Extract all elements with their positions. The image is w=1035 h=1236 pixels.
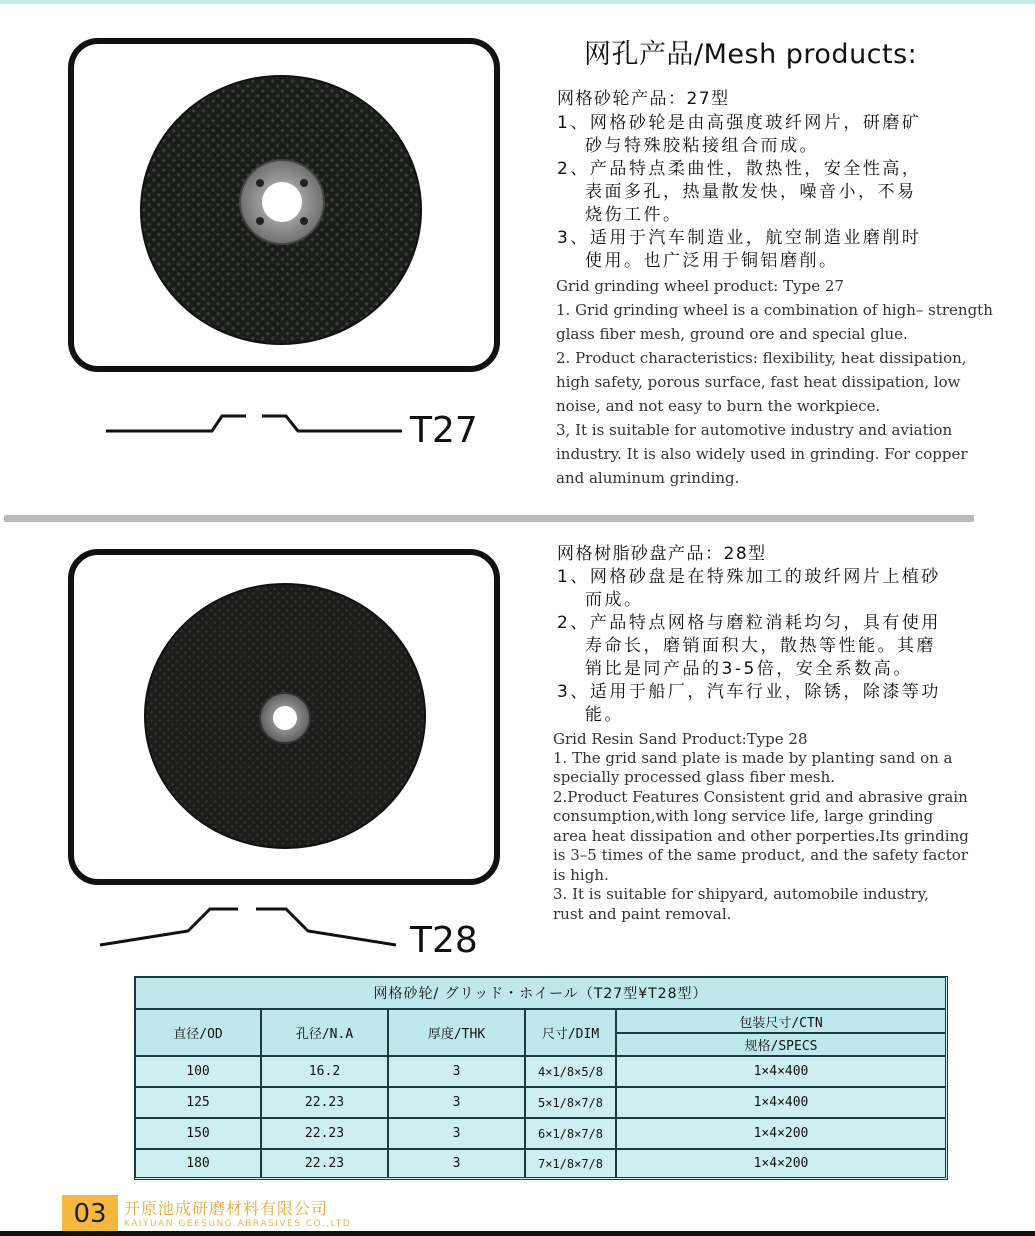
t27-grinding-wheel-image (139, 74, 429, 354)
t27-label: T27 (410, 410, 478, 451)
t27-en-line: high safety, porous surface, fast heat dissipation, low (556, 373, 961, 391)
t27-zh-line: 表面多孔，热量散发快，噪音小，不易 (585, 182, 917, 202)
t28-en-line: 1. The grid sand plate is made by planting sand on a (553, 749, 953, 767)
bottom-bar (0, 1231, 1035, 1236)
t27-zh-line: 2、产品特点柔曲性，散热性，安全性高， (557, 159, 922, 179)
t27-en-heading: Grid grinding wheel product: Type 27 (556, 277, 844, 295)
t27-en-line: industry. It is also widely used in grinding. For copper (556, 445, 968, 463)
table-cell: 5×1/8×7/8 (525, 1087, 616, 1118)
t27-en-line: noise, and not easy to burn the workpiece. (556, 397, 881, 415)
t28-zh-line: 寿命长，磨销面积大，散热等性能。其磨 (585, 636, 936, 656)
t28-zh-line: 1、网格砂盘是在特殊加工的玻纤网片上植砂 (557, 567, 941, 587)
table-cell: 3 (388, 1149, 525, 1178)
t28-profile-diagram (98, 903, 398, 949)
header-thk: 厚度/THK (388, 1009, 525, 1056)
t27-en-line: 3, It is suitable for automotive industry and aviation (556, 421, 953, 439)
t28-zh-line: 能。 (585, 705, 624, 725)
header-specs: 规格/SPECS (616, 1033, 946, 1056)
t28-zh-line: 销比是同产品的3-5倍，安全系数高。 (585, 659, 913, 679)
t28-label: T28 (410, 920, 478, 961)
t28-en-line: 2.Product Features Consistent grid and abrasive grain (553, 788, 968, 806)
t28-en-line: specially processed glass fiber mesh. (553, 768, 836, 786)
t27-zh-heading: 网格砂轮产品：27型 (557, 89, 730, 109)
t28-en-line: is 3–5 times of the same product, and the safety factor (553, 846, 969, 864)
t28-en-line: 3. It is suitable for shipyard, automobile industry, (553, 885, 929, 903)
t27-zh-line: 1、网格砂轮是由高强度玻纤网片，研磨矿 (557, 113, 922, 133)
table-cell: 16.2 (261, 1056, 388, 1087)
table-cell: 22.23 (261, 1118, 388, 1149)
table-cell: 7×1/8×7/8 (525, 1149, 616, 1178)
header-ctn: 包装尺寸/CTN (616, 1009, 946, 1033)
company-name-chinese: 开原池成研磨材料有限公司 (124, 1199, 329, 1218)
t27-en-line: 2. Product characteristics: flexibility, heat dissipation, (556, 349, 967, 367)
table-cell: 180 (135, 1149, 261, 1178)
t28-zh-line: 2、产品特点网格与磨粒消耗均匀，具有使用 (557, 613, 941, 633)
table-cell: 6×1/8×7/8 (525, 1118, 616, 1149)
top-accent-bar (0, 0, 1035, 4)
table-caption: 网格砂轮/ グリッド・ホイール（T27型¥T28型） (135, 977, 946, 1009)
table-cell: 22.23 (261, 1149, 388, 1178)
table-cell: 100 (135, 1056, 261, 1087)
t28-en-heading: Grid Resin Sand Product:Type 28 (553, 730, 808, 748)
table-cell: 22.23 (261, 1087, 388, 1118)
t28-zh-heading: 网格树脂砂盘产品：28型 (557, 544, 767, 564)
t28-en-line: area heat dissipation and other porperties.Its grinding (553, 827, 969, 845)
t27-zh-line: 3、适用于汽车制造业，航空制造业磨削时 (557, 228, 922, 248)
page-title: 网孔产品/Mesh products: (584, 39, 918, 70)
t28-zh-line: 3、适用于船厂，汽车行业，除锈，除漆等功 (557, 682, 941, 702)
section-divider (4, 515, 974, 522)
t28-en-line: rust and paint removal. (553, 905, 732, 923)
t28-en-line: consumption,with long service life, large grinding (553, 807, 934, 825)
t28-en-line: is high. (553, 866, 609, 884)
spec-table (134, 976, 948, 1180)
t27-profile-diagram (104, 408, 404, 438)
table-cell: 1×4×400 (616, 1056, 946, 1087)
t28-zh-line: 而成。 (585, 590, 644, 610)
t27-en-line: 1. Grid grinding wheel is a combination of high– strength (556, 301, 993, 319)
table-cell: 125 (135, 1087, 261, 1118)
t27-en-line: glass fiber mesh, ground ore and special glue. (556, 325, 908, 343)
t27-en-line: and aluminum grinding. (556, 469, 740, 487)
header-dim: 尺寸/DIM (525, 1009, 616, 1056)
page-number-badge: 03 (62, 1195, 118, 1233)
table-cell: 150 (135, 1118, 261, 1149)
company-name-english: KAIYUAN GEESUNG ABRASIVES CO.,LTD (124, 1219, 352, 1229)
t27-zh-line: 烧伤工件。 (585, 205, 683, 225)
t27-zh-line: 砂与特殊胶粘接组合而成。 (585, 136, 819, 156)
t27-zh-line: 使用。也广泛用于铜铝磨削。 (585, 251, 839, 271)
table-cell: 4×1/8×5/8 (525, 1056, 616, 1087)
header-na: 孔径/N.A (261, 1009, 388, 1056)
table-cell: 3 (388, 1087, 525, 1118)
table-cell: 3 (388, 1056, 525, 1087)
table-cell: 1×4×400 (616, 1087, 946, 1118)
table-cell: 3 (388, 1118, 525, 1149)
header-od: 直径/OD (135, 1009, 261, 1056)
table-cell: 1×4×200 (616, 1149, 946, 1178)
t28-grinding-wheel-image (143, 583, 433, 853)
table-cell: 1×4×200 (616, 1118, 946, 1149)
